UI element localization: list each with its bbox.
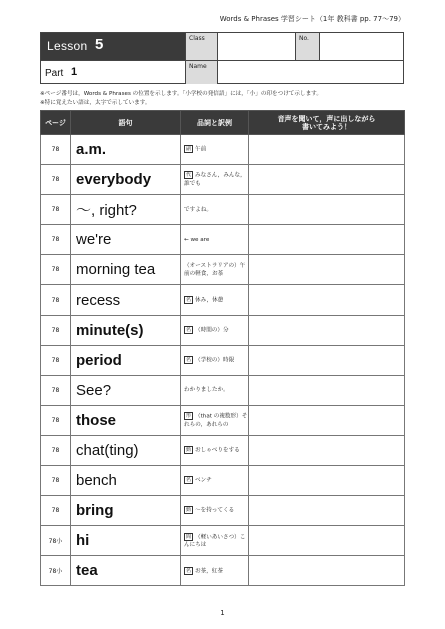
row-practice-cell[interactable] — [249, 255, 405, 285]
class-label: Class — [189, 35, 205, 42]
lesson-label: Lesson — [47, 39, 88, 53]
row-word: period — [71, 345, 181, 375]
row-page: 78 — [41, 315, 71, 345]
row-word: recess — [71, 285, 181, 315]
table-row — [41, 375, 405, 405]
pos-tag: 名 — [186, 296, 192, 303]
name-label-cell — [185, 60, 217, 84]
row-meaning: 〜を持ってくる — [195, 507, 235, 514]
header-practice-line2: 書いてみよう！ — [302, 122, 351, 131]
row-page: 78 — [41, 405, 71, 435]
row-meaning-cell — [181, 165, 249, 195]
vocabulary-table — [40, 110, 405, 586]
pos-tag: 動 — [186, 507, 192, 514]
table-row — [41, 285, 405, 315]
no-label-cell — [295, 33, 319, 60]
row-page: 78 — [41, 135, 71, 165]
pos-tag: 代 — [186, 172, 192, 179]
row-meaning: （時間の）分 — [195, 327, 229, 334]
row-word: we're — [71, 225, 181, 255]
table-row — [41, 526, 405, 556]
row-meaning: 午前 — [195, 146, 207, 153]
row-page: 78 — [41, 345, 71, 375]
table-row — [41, 255, 405, 285]
row-meaning-cell — [181, 315, 249, 345]
row-meaning: （オーストラリアの）午前の軽食，お茶 — [184, 262, 246, 277]
row-word: minute(s) — [71, 315, 181, 345]
row-meaning-cell — [181, 285, 249, 315]
header-pos: 品詞と訳例 — [181, 111, 249, 135]
table-row — [41, 405, 405, 435]
row-page: 78小 — [41, 556, 71, 586]
row-practice-cell[interactable] — [249, 496, 405, 526]
row-practice-cell[interactable] — [249, 345, 405, 375]
row-meaning-cell — [181, 255, 249, 285]
row-page: 78 — [41, 375, 71, 405]
row-page: 78小 — [41, 526, 71, 556]
header-practice-line1: 音声を聞いて，声に出しながら — [277, 114, 376, 123]
row-meaning: 休み，休憩 — [195, 297, 224, 304]
row-page: 78 — [41, 496, 71, 526]
row-practice-cell[interactable] — [249, 315, 405, 345]
row-practice-cell[interactable] — [249, 195, 405, 225]
row-practice-cell[interactable] — [249, 135, 405, 165]
no-label: No. — [299, 35, 309, 42]
row-meaning-cell — [181, 556, 249, 586]
row-word: bench — [71, 466, 181, 496]
lesson-banner — [41, 33, 185, 60]
row-word: 〜, right? — [71, 195, 181, 225]
header-page: ページ — [41, 111, 71, 135]
row-word: everybody — [71, 165, 181, 195]
row-meaning-cell — [181, 135, 249, 165]
row-word: chat(ting) — [71, 435, 181, 465]
page-number: 1 — [220, 609, 225, 617]
row-meaning: ですよね。 — [184, 206, 212, 213]
row-meaning: おしゃべりをする — [195, 447, 240, 454]
row-practice-cell[interactable] — [249, 526, 405, 556]
pos-tag: 形 — [186, 413, 192, 420]
table-row — [41, 135, 405, 165]
row-meaning: （that の複数形）それらの，あれらの — [184, 413, 248, 428]
row-page: 78 — [41, 466, 71, 496]
part-number: 1 — [71, 66, 78, 78]
row-meaning: （軽いあいさつ）こんにちは — [184, 534, 246, 549]
row-meaning-cell — [181, 526, 249, 556]
pos-tag: 動 — [186, 447, 192, 454]
part-banner — [41, 60, 185, 84]
row-meaning-cell — [181, 345, 249, 375]
row-practice-cell[interactable] — [249, 165, 405, 195]
header-practice — [249, 111, 405, 135]
row-word: morning tea — [71, 255, 181, 285]
row-meaning: みなさん，みんな，誰でも — [184, 172, 246, 187]
row-meaning-cell — [181, 466, 249, 496]
row-practice-cell[interactable] — [249, 285, 405, 315]
row-practice-cell[interactable] — [249, 375, 405, 405]
row-meaning: ベンチ — [195, 477, 212, 484]
part-label: Part — [45, 68, 64, 79]
name-field[interactable] — [217, 60, 404, 84]
table-row — [41, 195, 405, 225]
table-header-row — [41, 111, 405, 135]
class-field[interactable] — [217, 33, 295, 60]
row-practice-cell[interactable] — [249, 466, 405, 496]
row-meaning: わかりましたか。 — [184, 387, 229, 394]
table-row — [41, 165, 405, 195]
row-meaning-cell — [181, 405, 249, 435]
row-page: 78 — [41, 195, 71, 225]
row-meaning-cell — [181, 195, 249, 225]
table-row — [41, 556, 405, 586]
lesson-number: 5 — [95, 36, 104, 53]
pos-tag: 名 — [186, 356, 192, 363]
row-meaning-cell — [181, 225, 249, 255]
row-meaning: お茶，紅茶 — [195, 568, 223, 575]
row-word: those — [71, 405, 181, 435]
class-label-cell — [185, 33, 217, 60]
pos-tag: 副 — [186, 146, 192, 153]
table-row — [41, 345, 405, 375]
row-word: tea — [71, 556, 181, 586]
table-row — [41, 435, 405, 465]
lesson-header — [40, 32, 404, 84]
no-field[interactable] — [319, 33, 404, 60]
table-row — [41, 225, 405, 255]
row-page: 78 — [41, 255, 71, 285]
row-meaning-cell — [181, 375, 249, 405]
row-page: 78 — [41, 435, 71, 465]
row-meaning-cell — [181, 435, 249, 465]
instruction-notes — [40, 90, 322, 108]
row-page: 78 — [41, 165, 71, 195]
table-row — [41, 466, 405, 496]
table-row — [41, 496, 405, 526]
pos-tag: 名 — [186, 326, 192, 333]
header-word: 語句 — [71, 111, 181, 135]
row-practice-cell[interactable] — [249, 556, 405, 586]
note-line: ※特に覚えたい語は，太字で示しています。 — [40, 100, 151, 106]
row-practice-cell[interactable] — [249, 405, 405, 435]
sheet-title: Words & Phrases 学習シート（1年 教科書 pp. 77〜79） — [219, 15, 405, 23]
row-practice-cell[interactable] — [249, 435, 405, 465]
pos-tag: 名 — [186, 477, 192, 484]
row-page: 78 — [41, 225, 71, 255]
table-row — [41, 315, 405, 345]
row-word: bring — [71, 496, 181, 526]
row-word: a.m. — [71, 135, 181, 165]
note-line: ※ページ番号は，Words & Phrases の位置を示します。「小学校の発信語」には，「小」の印をつけて示します。 — [40, 91, 322, 97]
pos-tag: 名 — [186, 567, 192, 574]
row-meaning-cell — [181, 496, 249, 526]
pos-tag: 間 — [186, 533, 192, 540]
row-page: 78 — [41, 285, 71, 315]
row-word: hi — [71, 526, 181, 556]
row-practice-cell[interactable] — [249, 225, 405, 255]
row-meaning: （学校の）時限 — [195, 357, 235, 364]
row-meaning: ← we are — [184, 236, 210, 243]
name-label: Name — [189, 63, 207, 70]
row-word: See? — [71, 375, 181, 405]
